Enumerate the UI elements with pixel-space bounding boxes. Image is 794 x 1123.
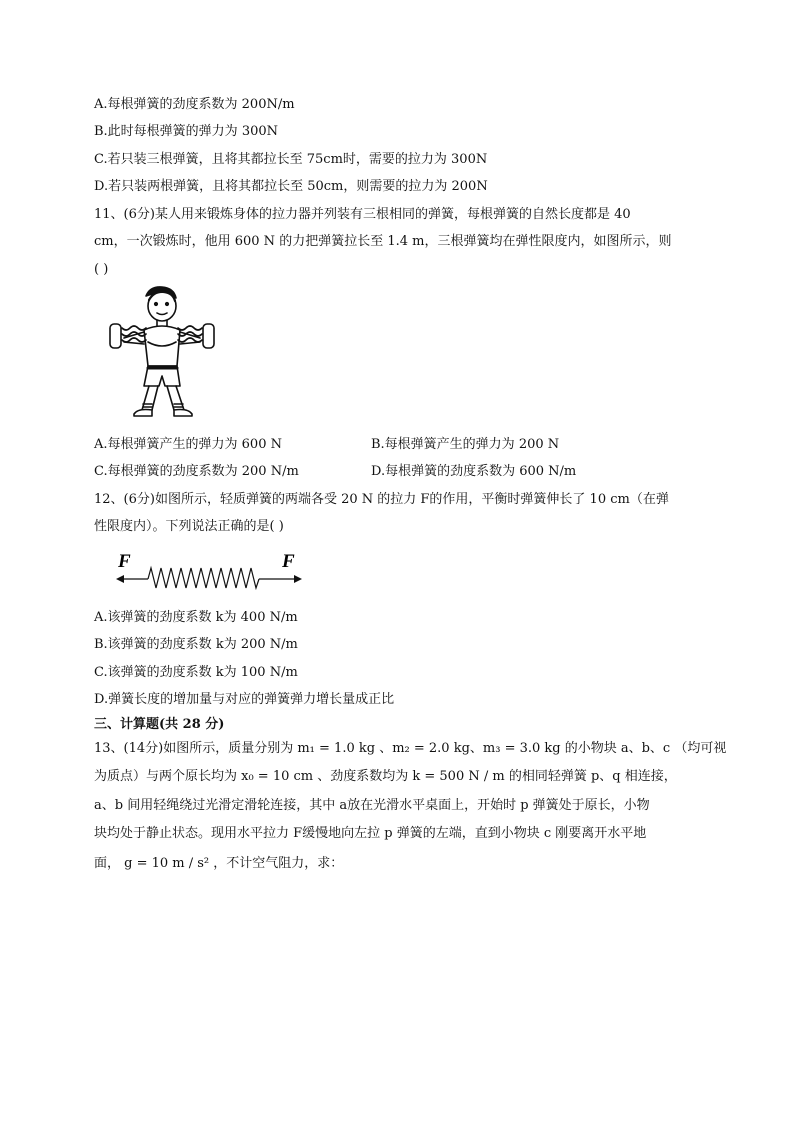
q12-stem-line-2: 性限度内）。下列说法正确的是( ) bbox=[94, 519, 284, 534]
q10-option-b: B.此时每根弹簧的弹力为 300N bbox=[94, 124, 279, 139]
q13-stem-line-2: 为质点）与两个原长均为 x₀ = 10 cm 、劲度系数均为 k = 500 N / m 的相同轻弹簧 p、q 相连接， bbox=[94, 769, 677, 784]
q10-option-a: A.每根弹簧的劲度系数为 200N/m bbox=[94, 97, 295, 112]
spring-icon bbox=[120, 568, 298, 588]
arrow-right-icon bbox=[294, 575, 302, 583]
q11-stem-line-1: 11、(6分)某人用来锻炼身体的拉力器并列装有三根相同的弹簧，每根弹簧的自然长度都是 40 bbox=[94, 207, 631, 222]
q13-stem-line-5: 面， g = 10 m / s² ，不计空气阻力，求： bbox=[94, 856, 344, 871]
spring-force-diagram bbox=[112, 548, 304, 590]
arrow-left-icon bbox=[116, 575, 124, 583]
q12-option-a: A.该弹簧的劲度系数 k为 400 N/m bbox=[94, 610, 298, 625]
q11-option-a: A.每根弹簧产生的弹力为 600 N bbox=[94, 437, 282, 452]
q10-option-c: C.若只装三根弹簧，且将其都拉长至 75cm时，需要的拉力为 300N bbox=[94, 152, 488, 167]
q13-stem-line-3: a、b 间用轻绳绕过光滑定滑轮连接，其中 a放在光滑水平桌面上，开始时 p 弹簧处于原长，小物 bbox=[94, 798, 650, 813]
section-title: 三、计算题(共 28 分) bbox=[94, 717, 225, 732]
q13-stem-line-1: 13、(14分)如图所示，质量分别为 m₁ = 1.0 kg 、m₂ = 2.0 kg、m₃ = 3.0 kg 的小物块 a、b、c （均可视 bbox=[94, 741, 727, 756]
q10-option-d: D.若只装两根弹簧，且将其都拉长至 50cm，则需要的拉力为 200N bbox=[94, 179, 488, 194]
force-label-right: F bbox=[282, 551, 295, 572]
q12-stem-line-1: 12、(6分)如图所示，轻质弹簧的两端各受 20 N 的拉力 F的作用，平衡时弹簧伸长了 10 cm（在弹 bbox=[94, 492, 669, 507]
q11-option-d: D.每根弹簧的劲度系数为 600 N/m bbox=[371, 464, 577, 479]
q13-stem-line-4: 块均处于静止状态。现用水平拉力 F缓慢地向左拉 p 弹簧的左端，直到小物块 c 刚要离开水平地 bbox=[94, 826, 647, 841]
exerciser-figure bbox=[104, 282, 224, 430]
q12-option-d: D.弹簧长度的增加量与对应的弹簧弹力增长量成正比 bbox=[94, 692, 395, 707]
force-label-left: F bbox=[118, 551, 131, 572]
q11-option-b: B.每根弹簧产生的弹力为 200 N bbox=[371, 437, 560, 452]
q12-option-c: C.该弹簧的劲度系数 k为 100 N/m bbox=[94, 665, 298, 680]
q12-option-b: B.该弹簧的劲度系数 k为 200 N/m bbox=[94, 637, 298, 652]
q11-stem-line-3: ( ) bbox=[94, 262, 109, 277]
q11-option-c: C.每根弹簧的劲度系数为 200 N/m bbox=[94, 464, 299, 479]
q11-stem-line-2: cm，一次锻炼时，他用 600 N 的力把弹簧拉长至 1.4 m，三根弹簧均在弹性限度内，如图所示，则 bbox=[94, 234, 672, 249]
